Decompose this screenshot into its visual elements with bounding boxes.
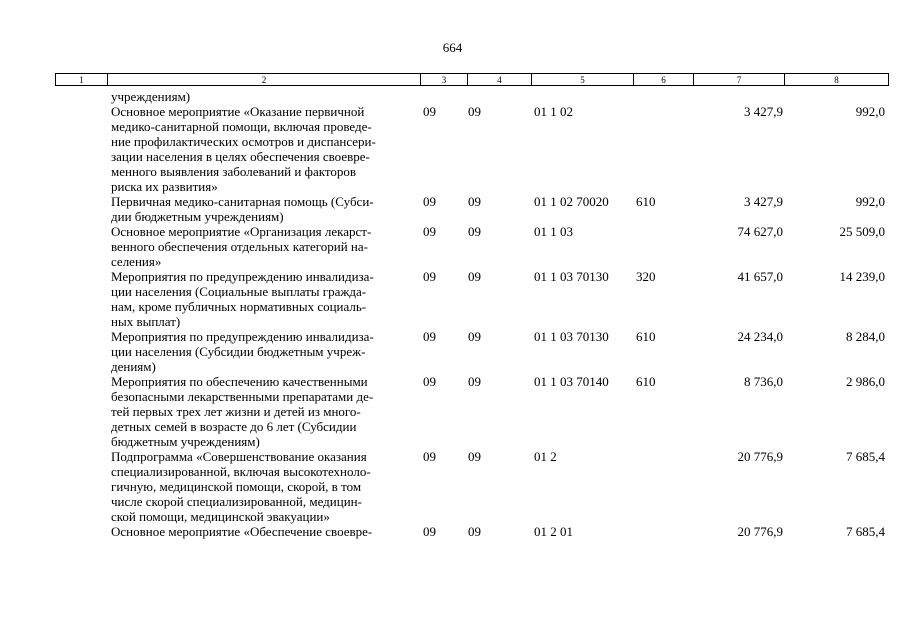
- description-line: риска их развития»: [111, 179, 218, 194]
- subsection-code: 09: [468, 374, 481, 389]
- description-line: нам, кроме публичных нормативных социаль-: [111, 299, 367, 314]
- description-line: Основное мероприятие «Организация лекарст-: [111, 224, 372, 239]
- header-col-3: 3: [421, 74, 468, 86]
- subsection-code: 09: [468, 269, 481, 284]
- table-row: [55, 89, 888, 104]
- description-line: селения»: [111, 254, 162, 269]
- amount-year-1: 74 627,0: [737, 224, 783, 239]
- header-col-4: 4: [468, 74, 532, 86]
- row-description: [111, 224, 423, 269]
- row-description: [111, 329, 423, 374]
- description-line: детных семей в возрасте до 6 лет (Субсидии: [111, 419, 357, 434]
- description-line: Основное мероприятие «Оказание первичной: [111, 104, 365, 119]
- header-col-6: 6: [634, 74, 694, 86]
- amount-year-1: 41 657,0: [737, 269, 783, 284]
- target-article-code: 01 2: [534, 449, 557, 464]
- amount-year-2: 7 685,4: [846, 449, 885, 464]
- target-article-code: 01 1 03 70130: [534, 269, 609, 284]
- description-line: Мероприятия по обеспечению качественными: [111, 374, 368, 389]
- description-line: дениям): [111, 359, 156, 374]
- table-row: [55, 449, 888, 524]
- header-col-5: 5: [532, 74, 634, 86]
- section-code: 09: [423, 449, 436, 464]
- column-number-header: [55, 73, 889, 86]
- amount-year-2: 992,0: [855, 104, 885, 119]
- target-article-code: 01 2 01: [534, 524, 573, 539]
- table-row: [55, 329, 888, 374]
- amount-year-1: 20 776,9: [737, 449, 783, 464]
- section-code: 09: [423, 374, 436, 389]
- table-row: [55, 524, 888, 539]
- row-description: [111, 269, 423, 329]
- section-code: 09: [423, 224, 436, 239]
- description-line: Мероприятия по предупреждению инвалидиза-: [111, 269, 374, 284]
- amount-year-1: 24 234,0: [737, 329, 783, 344]
- amount-year-2: 25 509,0: [839, 224, 885, 239]
- description-line: числе скорой специализированной, медицин-: [111, 494, 362, 509]
- header-col-7: 7: [694, 74, 785, 86]
- row-description: [111, 374, 423, 449]
- table-body: [55, 89, 888, 539]
- amount-year-2: 8 284,0: [846, 329, 885, 344]
- description-line: венного обеспечения отдельных категорий на-: [111, 239, 368, 254]
- description-line: ние профилактических осмотров и диспансери-: [111, 134, 376, 149]
- subsection-code: 09: [468, 449, 481, 464]
- description-line: ской помощи, медицинской эвакуации»: [111, 509, 330, 524]
- description-line: Первичная медико-санитарная помощь (Субси-: [111, 194, 374, 209]
- description-line: Основное мероприятие «Обеспечение своевре-: [111, 524, 373, 539]
- header-col-2: 2: [108, 74, 421, 86]
- row-description: [111, 524, 423, 539]
- description-line: Подпрограмма «Совершенствование оказания: [111, 449, 367, 464]
- description-line: медико-санитарной помощи, включая проведе-: [111, 119, 372, 134]
- description-line: учреждениям): [111, 89, 191, 104]
- description-line: гичную, медицинской помощи, скорой, в том: [111, 479, 362, 494]
- table-row: [55, 194, 888, 224]
- row-description: [111, 194, 423, 224]
- description-line: ции населения (Социальные выплаты гражда-: [111, 284, 367, 299]
- amount-year-1: 8 736,0: [744, 374, 783, 389]
- target-article-code: 01 1 02: [534, 104, 573, 119]
- header-col-1: 1: [56, 74, 108, 86]
- section-code: 09: [423, 104, 436, 119]
- table-row: [55, 269, 888, 329]
- expense-type-code: 610: [636, 194, 656, 209]
- section-code: 09: [423, 524, 436, 539]
- description-line: дии бюджетным учреждениям): [111, 209, 284, 224]
- page-number: 664: [442, 40, 463, 55]
- expense-type-code: 610: [636, 329, 656, 344]
- description-line: Мероприятия по предупреждению инвалидиза-: [111, 329, 374, 344]
- target-article-code: 01 1 03: [534, 224, 573, 239]
- amount-year-1: 3 427,9: [744, 104, 783, 119]
- table-row: [55, 374, 888, 449]
- table-row: [55, 104, 888, 194]
- amount-year-1: 20 776,9: [737, 524, 783, 539]
- subsection-code: 09: [468, 524, 481, 539]
- section-code: 09: [423, 329, 436, 344]
- amount-year-2: 14 239,0: [839, 269, 885, 284]
- description-line: ных выплат): [111, 314, 181, 329]
- description-line: ции населения (Субсидии бюджетным учреж-: [111, 344, 366, 359]
- target-article-code: 01 1 03 70140: [534, 374, 609, 389]
- description-line: специализированной, включая высокотехноло-: [111, 464, 371, 479]
- row-description: [111, 89, 423, 104]
- subsection-code: 09: [468, 224, 481, 239]
- header-col-8: 8: [785, 74, 889, 86]
- amount-year-2: 992,0: [855, 194, 885, 209]
- section-code: 09: [423, 194, 436, 209]
- target-article-code: 01 1 03 70130: [534, 329, 609, 344]
- amount-year-2: 7 685,4: [846, 524, 885, 539]
- row-description: [111, 104, 423, 194]
- description-line: зации населения в целях обеспечения своевре-: [111, 149, 370, 164]
- row-description: [111, 449, 423, 524]
- amount-year-1: 3 427,9: [744, 194, 783, 209]
- subsection-code: 09: [468, 104, 481, 119]
- description-line: менного выявления заболеваний и факторов: [111, 164, 357, 179]
- description-line: тей первых трех лет жизни и детей из много-: [111, 404, 361, 419]
- expense-type-code: 610: [636, 374, 656, 389]
- description-line: бюджетным учреждениям): [111, 434, 260, 449]
- table-row: [55, 224, 888, 269]
- section-code: 09: [423, 269, 436, 284]
- target-article-code: 01 1 02 70020: [534, 194, 609, 209]
- expense-type-code: 320: [636, 269, 656, 284]
- subsection-code: 09: [468, 329, 481, 344]
- amount-year-2: 2 986,0: [846, 374, 885, 389]
- description-line: безопасными лекарственными препаратами де-: [111, 389, 374, 404]
- subsection-code: 09: [468, 194, 481, 209]
